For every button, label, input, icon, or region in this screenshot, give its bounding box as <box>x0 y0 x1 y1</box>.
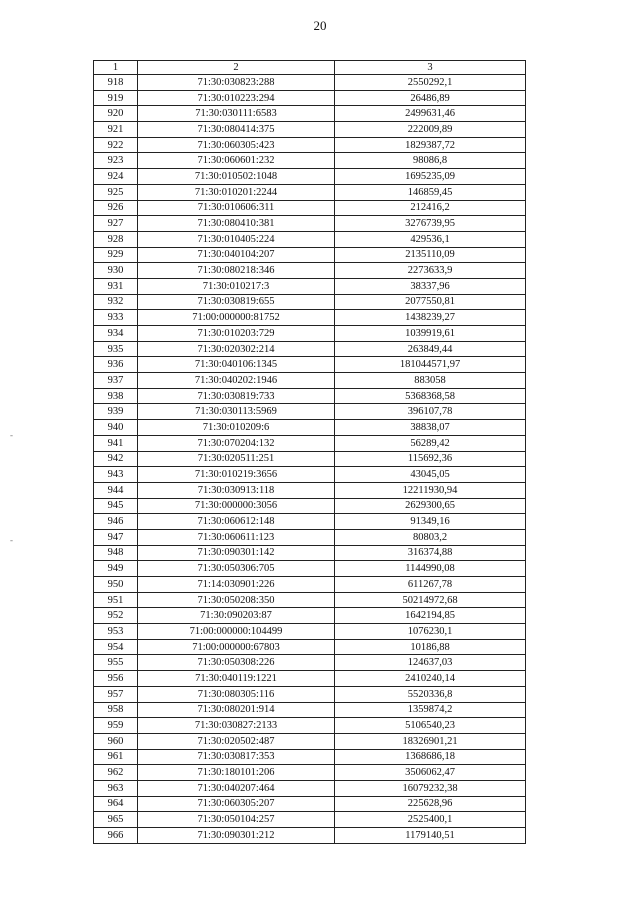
cadastral-number-cell: 71:30:050308:226 <box>138 655 335 671</box>
cadastral-number-cell: 71:30:010217:3 <box>138 278 335 294</box>
table-row <box>94 545 526 561</box>
value-cell: 2410240,14 <box>335 671 526 687</box>
row-number-cell: 952 <box>94 608 138 624</box>
row-number-cell: 930 <box>94 263 138 279</box>
row-number-cell: 963 <box>94 780 138 796</box>
cadastral-number-cell: 71:30:050208:350 <box>138 592 335 608</box>
table-row <box>94 184 526 200</box>
value-cell: 1144990,08 <box>335 561 526 577</box>
row-number-cell: 955 <box>94 655 138 671</box>
row-number-cell: 948 <box>94 545 138 561</box>
table-row <box>94 263 526 279</box>
table-row <box>94 216 526 232</box>
cadastral-number-cell: 71:30:090203:87 <box>138 608 335 624</box>
table-row <box>94 294 526 310</box>
row-number-cell: 926 <box>94 200 138 216</box>
table-row <box>94 686 526 702</box>
value-cell: 1039919,61 <box>335 326 526 342</box>
row-number-cell: 936 <box>94 357 138 373</box>
row-number-cell: 945 <box>94 498 138 514</box>
value-cell: 18326901,21 <box>335 733 526 749</box>
value-cell: 1076230,1 <box>335 624 526 640</box>
cadastral-number-cell: 71:30:040202:1946 <box>138 373 335 389</box>
value-cell: 225628,96 <box>335 796 526 812</box>
cadastral-number-cell: 71:30:010203:729 <box>138 326 335 342</box>
table-row <box>94 435 526 451</box>
value-cell: 50214972,68 <box>335 592 526 608</box>
value-cell: 124637,03 <box>335 655 526 671</box>
row-number-cell: 939 <box>94 404 138 420</box>
value-cell: 5520336,8 <box>335 686 526 702</box>
value-cell: 98086,8 <box>335 153 526 169</box>
cadastral-number-cell: 71:30:080414:375 <box>138 122 335 138</box>
cadastral-number-cell: 71:30:080201:914 <box>138 702 335 718</box>
table-row <box>94 357 526 373</box>
row-number-cell: 938 <box>94 388 138 404</box>
table-row <box>94 482 526 498</box>
table-row <box>94 326 526 342</box>
value-cell: 611267,78 <box>335 577 526 593</box>
row-number-cell: 928 <box>94 231 138 247</box>
cadastral-number-cell: 71:30:010201:2244 <box>138 184 335 200</box>
value-cell: 12211930,94 <box>335 482 526 498</box>
cadastral-number-cell: 71:30:030819:655 <box>138 294 335 310</box>
row-number-cell: 923 <box>94 153 138 169</box>
table-row <box>94 75 526 91</box>
page-number: 20 <box>313 18 327 33</box>
cadastral-number-cell: 71:30:040119:1221 <box>138 671 335 687</box>
value-cell: 2135110,09 <box>335 247 526 263</box>
row-number-cell: 962 <box>94 765 138 781</box>
table-row <box>94 828 526 844</box>
cadastral-number-cell: 71:30:020302:214 <box>138 341 335 357</box>
cadastral-number-cell: 71:00:000000:81752 <box>138 310 335 326</box>
cadastral-number-cell: 71:30:020502:487 <box>138 733 335 749</box>
table-row <box>94 608 526 624</box>
table-row <box>94 310 526 326</box>
header-row <box>94 61 526 75</box>
value-cell: 222009,89 <box>335 122 526 138</box>
table-row <box>94 388 526 404</box>
row-number-cell: 919 <box>94 90 138 106</box>
cadastral-number-cell: 71:30:030111:6583 <box>138 106 335 122</box>
row-number-cell: 947 <box>94 529 138 545</box>
table-row <box>94 90 526 106</box>
table-row <box>94 200 526 216</box>
cadastral-number-cell: 71:30:030913:118 <box>138 482 335 498</box>
value-cell: 1438239,27 <box>335 310 526 326</box>
table-row <box>94 373 526 389</box>
cadastral-number-cell: 71:30:080410:381 <box>138 216 335 232</box>
value-cell: 5368368,58 <box>335 388 526 404</box>
value-cell: 1179140,51 <box>335 828 526 844</box>
table-row <box>94 153 526 169</box>
value-cell: 429536,1 <box>335 231 526 247</box>
table-row <box>94 796 526 812</box>
table-row <box>94 231 526 247</box>
row-number-cell: 949 <box>94 561 138 577</box>
value-cell: 2629300,65 <box>335 498 526 514</box>
table-row <box>94 671 526 687</box>
row-number-cell: 935 <box>94 341 138 357</box>
cadastral-number-cell: 71:14:030901:226 <box>138 577 335 593</box>
value-cell: 26486,89 <box>335 90 526 106</box>
value-cell: 115692,36 <box>335 451 526 467</box>
row-number-cell: 941 <box>94 435 138 451</box>
row-number-cell: 961 <box>94 749 138 765</box>
table-row <box>94 529 526 545</box>
value-cell: 396107,78 <box>335 404 526 420</box>
row-number-cell: 929 <box>94 247 138 263</box>
row-number-cell: 943 <box>94 467 138 483</box>
cadastral-number-cell: 71:30:050104:257 <box>138 812 335 828</box>
cadastral-number-cell: 71:30:060611:123 <box>138 529 335 545</box>
cadastral-number-cell: 71:30:030823:288 <box>138 75 335 91</box>
value-cell: 316374,88 <box>335 545 526 561</box>
row-number-cell: 956 <box>94 671 138 687</box>
table-row <box>94 169 526 185</box>
table-row <box>94 592 526 608</box>
row-number-cell: 960 <box>94 733 138 749</box>
value-cell: 883058 <box>335 373 526 389</box>
row-number-cell: 954 <box>94 639 138 655</box>
cadastral-number-cell: 71:30:030817:353 <box>138 749 335 765</box>
cadastral-number-cell: 71:30:090301:142 <box>138 545 335 561</box>
table-row <box>94 451 526 467</box>
value-cell: 181044571,97 <box>335 357 526 373</box>
cadastral-number-cell: 71:30:010606:311 <box>138 200 335 216</box>
value-cell: 80803,2 <box>335 529 526 545</box>
table-row <box>94 106 526 122</box>
row-number-cell: 951 <box>94 592 138 608</box>
table-body <box>94 75 526 844</box>
value-cell: 2077550,81 <box>335 294 526 310</box>
margin-mark: - <box>10 535 13 545</box>
row-number-cell: 932 <box>94 294 138 310</box>
row-number-cell: 966 <box>94 828 138 844</box>
table-row <box>94 702 526 718</box>
table-row <box>94 137 526 153</box>
table-row <box>94 420 526 436</box>
cadastral-number-cell: 71:30:080218:346 <box>138 263 335 279</box>
cadastral-number-cell: 71:30:000000:3056 <box>138 498 335 514</box>
cadastral-number-cell: 71:30:030827:2133 <box>138 718 335 734</box>
value-cell: 1695235,09 <box>335 169 526 185</box>
cadastral-number-cell: 71:30:040106:1345 <box>138 357 335 373</box>
row-number-cell: 918 <box>94 75 138 91</box>
row-number-cell: 921 <box>94 122 138 138</box>
column-header-2: 2 <box>138 61 335 75</box>
table-row <box>94 467 526 483</box>
row-number-cell: 920 <box>94 106 138 122</box>
table-row <box>94 749 526 765</box>
cadastral-number-cell: 71:30:090301:212 <box>138 828 335 844</box>
cadastral-number-cell: 71:30:040104:207 <box>138 247 335 263</box>
table-row <box>94 718 526 734</box>
cadastral-number-cell: 71:30:030819:733 <box>138 388 335 404</box>
data-table <box>93 60 526 844</box>
row-number-cell: 946 <box>94 514 138 530</box>
row-number-cell: 965 <box>94 812 138 828</box>
table-row <box>94 122 526 138</box>
cadastral-number-cell: 71:30:010502:1048 <box>138 169 335 185</box>
table-row <box>94 765 526 781</box>
column-header-3: 3 <box>335 61 526 75</box>
row-number-cell: 927 <box>94 216 138 232</box>
row-number-cell: 924 <box>94 169 138 185</box>
value-cell: 1368686,18 <box>335 749 526 765</box>
cadastral-number-cell: 71:30:060601:232 <box>138 153 335 169</box>
row-number-cell: 959 <box>94 718 138 734</box>
cadastral-number-cell: 71:30:010209:6 <box>138 420 335 436</box>
cadastral-number-cell: 71:30:010223:294 <box>138 90 335 106</box>
table-row <box>94 404 526 420</box>
row-number-cell: 957 <box>94 686 138 702</box>
table-row <box>94 639 526 655</box>
row-number-cell: 922 <box>94 137 138 153</box>
table-row <box>94 247 526 263</box>
table-row <box>94 812 526 828</box>
row-number-cell: 944 <box>94 482 138 498</box>
table-row <box>94 278 526 294</box>
cadastral-number-cell: 71:30:060612:148 <box>138 514 335 530</box>
cadastral-number-cell: 71:30:050306:705 <box>138 561 335 577</box>
column-header-1: 1 <box>94 61 138 75</box>
value-cell: 10186,88 <box>335 639 526 655</box>
cadastral-number-cell: 71:00:000000:67803 <box>138 639 335 655</box>
value-cell: 1642194,85 <box>335 608 526 624</box>
row-number-cell: 933 <box>94 310 138 326</box>
row-number-cell: 937 <box>94 373 138 389</box>
row-number-cell: 934 <box>94 326 138 342</box>
table-row <box>94 561 526 577</box>
cadastral-number-cell: 71:30:060305:207 <box>138 796 335 812</box>
cadastral-number-cell: 71:30:080305:116 <box>138 686 335 702</box>
value-cell: 3276739,95 <box>335 216 526 232</box>
value-cell: 43045,05 <box>335 467 526 483</box>
table-row <box>94 577 526 593</box>
value-cell: 2273633,9 <box>335 263 526 279</box>
table-row <box>94 780 526 796</box>
value-cell: 56289,42 <box>335 435 526 451</box>
row-number-cell: 925 <box>94 184 138 200</box>
table-row <box>94 514 526 530</box>
value-cell: 263849,44 <box>335 341 526 357</box>
row-number-cell: 931 <box>94 278 138 294</box>
value-cell: 1359874,2 <box>335 702 526 718</box>
table-row <box>94 655 526 671</box>
cadastral-number-cell: 71:00:000000:104499 <box>138 624 335 640</box>
value-cell: 212416,2 <box>335 200 526 216</box>
value-cell: 3506062,47 <box>335 765 526 781</box>
table-row <box>94 624 526 640</box>
cadastral-number-cell: 71:30:010219:3656 <box>138 467 335 483</box>
row-number-cell: 958 <box>94 702 138 718</box>
value-cell: 16079232,38 <box>335 780 526 796</box>
value-cell: 2499631,46 <box>335 106 526 122</box>
value-cell: 5106540,23 <box>335 718 526 734</box>
table-row <box>94 498 526 514</box>
cadastral-number-cell: 71:30:020511:251 <box>138 451 335 467</box>
cadastral-number-cell: 71:30:180101:206 <box>138 765 335 781</box>
cadastral-number-cell: 71:30:030113:5969 <box>138 404 335 420</box>
row-number-cell: 942 <box>94 451 138 467</box>
value-cell: 38337,96 <box>335 278 526 294</box>
value-cell: 38838,07 <box>335 420 526 436</box>
table-row <box>94 733 526 749</box>
margin-mark: - <box>10 430 13 440</box>
value-cell: 91349,16 <box>335 514 526 530</box>
value-cell: 146859,45 <box>335 184 526 200</box>
value-cell: 2525400,1 <box>335 812 526 828</box>
value-cell: 2550292,1 <box>335 75 526 91</box>
cadastral-number-cell: 71:30:070204:132 <box>138 435 335 451</box>
cadastral-number-cell: 71:30:060305:423 <box>138 137 335 153</box>
table-row <box>94 341 526 357</box>
cadastral-number-cell: 71:30:010405:224 <box>138 231 335 247</box>
row-number-cell: 940 <box>94 420 138 436</box>
row-number-cell: 964 <box>94 796 138 812</box>
cadastral-number-cell: 71:30:040207:464 <box>138 780 335 796</box>
row-number-cell: 953 <box>94 624 138 640</box>
row-number-cell: 950 <box>94 577 138 593</box>
value-cell: 1829387,72 <box>335 137 526 153</box>
